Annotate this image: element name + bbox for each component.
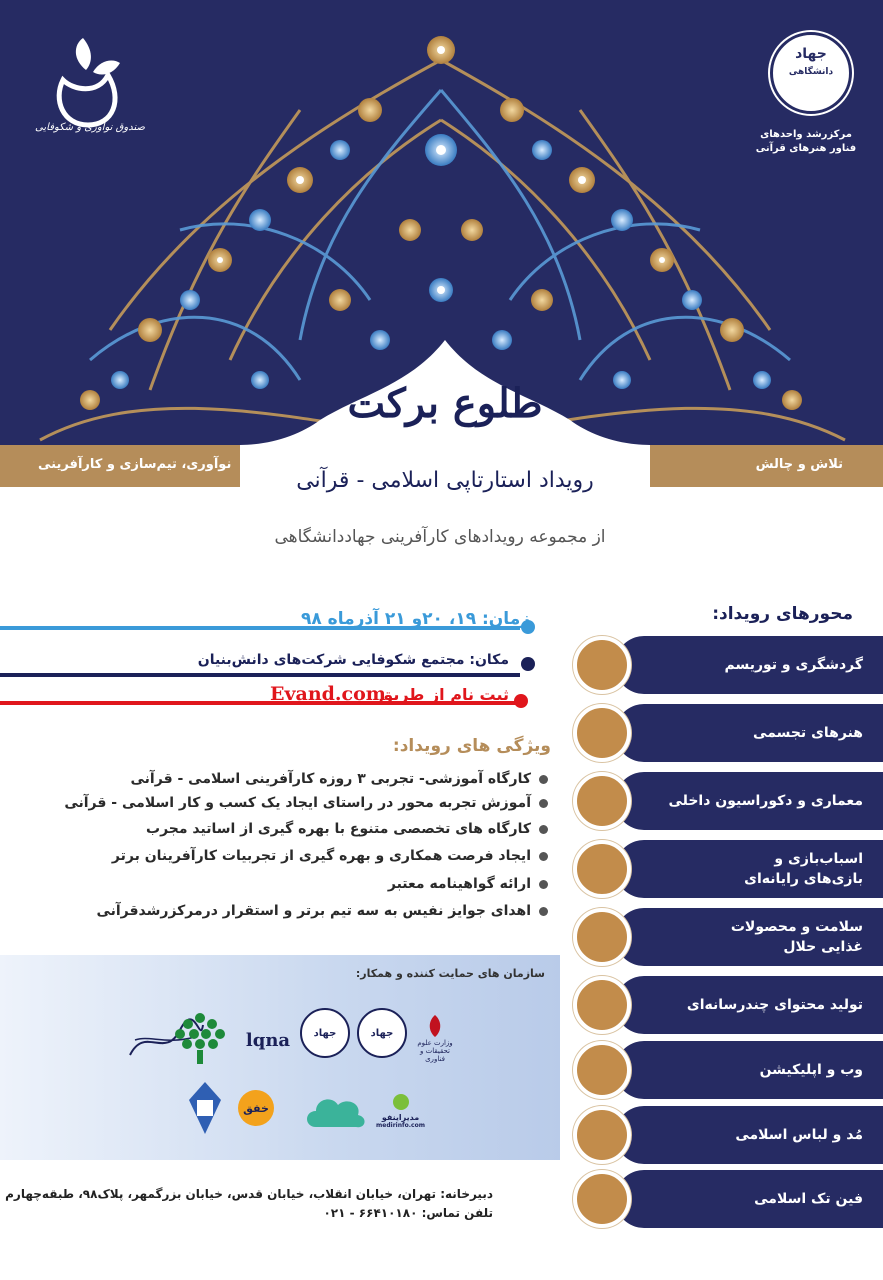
axis-item	[615, 1170, 883, 1228]
jahad-logo-main: جهاد	[795, 46, 827, 62]
footer-phone: تلفن تماس: ۶۶۴۱۰۱۸۰ - ۰۲۱	[323, 1206, 493, 1220]
sponsor-logo-tree	[165, 1010, 235, 1070]
axis-item	[615, 840, 883, 898]
band-left-text: نوآوری، تیم‌سازی و کارآفرینی	[38, 457, 232, 472]
axis-circle-icon	[573, 840, 631, 898]
jahad-logo	[770, 32, 852, 114]
axis-circle-icon	[573, 976, 631, 1034]
sponsor-lqna-text: lqna	[245, 1029, 291, 1051]
series-note: از مجموعه رویدادهای کارآفرینی جهاددانشگاهی	[274, 527, 606, 547]
title-arch	[240, 340, 650, 520]
axis-label: معماری و دکوراسیون داخلی	[668, 793, 863, 809]
axis-label: فین تک اسلامی	[754, 1191, 863, 1207]
axis-label: اسباب‌بازی و بازی‌های رایانه‌ای	[744, 851, 863, 887]
place-dot-icon	[521, 657, 535, 671]
sponsor-modirinfo-url: medirinfo.com	[376, 1121, 425, 1129]
axis-label: گردشگری و توریسم	[724, 657, 863, 673]
sponsor-ministry-text: وزارت علوم تحقیقات و فناوری	[417, 1039, 453, 1063]
jahad-logo-sub: دانشگاهی	[788, 67, 834, 77]
axis-item	[615, 636, 883, 694]
footer-address: دبیرخانه: تهران، خیابان انقلاب، خیابان قدس، خیابان بزرگمهر، پلاک۹۸، طبقه‌چهارم	[5, 1187, 493, 1201]
feature-item	[8, 899, 548, 923]
feature-text: کارگاه آموزشی- تجربی ۳ روزه کارآفرینی اسلامی - قرآنی	[130, 771, 531, 787]
feature-text: آموزش تجربه محور در راستای ایجاد یک کسب و کار اسلامی - قرآنی	[64, 795, 531, 811]
feature-item	[8, 767, 548, 791]
feature-item	[8, 844, 548, 868]
axis-circle-icon	[573, 704, 631, 762]
place-line	[0, 673, 520, 677]
features-title: ویژگی های رویداد:	[392, 736, 551, 756]
page-subtitle: رویداد استارتاپی اسلامی - قرآنی	[296, 468, 594, 493]
event-place: مکان: مجتمع شکوفایی شرکت‌های دانش‌بنیان	[197, 652, 509, 668]
sponsor-logo-lqna	[238, 1015, 298, 1065]
axis-item	[615, 1106, 883, 1164]
axis-circle-icon	[573, 1041, 631, 1099]
axis-label: مُد و لباس اسلامی	[735, 1127, 863, 1143]
feature-text: ایجاد فرصت همکاری و بهره گیری از تجربیات کارآفرینان برتر	[111, 848, 531, 864]
axis-item	[615, 772, 883, 830]
innovation-fund-caption: صندوق نوآوری و شکوفایی	[35, 122, 145, 133]
axis-circle-icon	[573, 908, 631, 966]
feature-text: اهدای جوایز نفیس به سه تیم برتر و استقرار درمرکزرشدقرآنی	[96, 903, 531, 919]
axis-circle-icon	[573, 1106, 631, 1164]
feature-text: ارائه گواهینامه معتبر	[387, 876, 531, 892]
axis-item	[615, 908, 883, 966]
axis-item	[615, 976, 883, 1034]
sponsor-logo-cloud	[300, 1085, 370, 1135]
axis-label: هنرهای تجسمی	[753, 725, 863, 741]
bullet-icon	[539, 880, 548, 889]
axis-label: تولید محتوای چندرسانه‌ای	[686, 997, 863, 1013]
sponsor-logo-khafagh	[238, 1090, 274, 1126]
axis-label: وب و اپلیکیشن	[759, 1062, 863, 1078]
feature-text: کارگاه های تخصصی متنوع با بهره گیری از اساتید مجرب	[146, 821, 531, 837]
event-time: زمان: ۱۹، ۲۰و ۲۱ آذرماه ۹۸	[301, 609, 530, 629]
bullet-icon	[539, 825, 548, 834]
sponsor-modirinfo-text: مدیراینفو	[381, 1112, 420, 1122]
sponsor-jahad-1-text: جهاد	[313, 1027, 337, 1039]
sponsor-logo-modirinfo	[378, 1088, 423, 1133]
bullet-icon	[539, 799, 548, 808]
sponsor-khafagh-text: خفق	[243, 1101, 269, 1115]
feature-item	[8, 872, 548, 896]
register-dot-icon	[514, 694, 528, 708]
register-link[interactable]: Evand.com	[270, 683, 386, 705]
jahad-caption-line-2: فناور هنرهای قرآنی	[755, 143, 857, 154]
axes-title: محورهای رویداد:	[712, 604, 853, 624]
bullet-icon	[539, 852, 548, 861]
axis-item	[615, 1041, 883, 1099]
axis-item	[615, 704, 883, 762]
sponsor-jahad-2-text: جهاد	[370, 1027, 394, 1039]
page-title: طلوع برکت	[347, 380, 543, 427]
feature-item	[8, 817, 548, 841]
feature-item	[8, 791, 548, 815]
bullet-icon	[539, 775, 548, 784]
register-label: ثبت نام از طریق	[378, 685, 509, 704]
sponsor-logo-azad-university	[185, 1078, 225, 1138]
jahad-caption	[746, 128, 866, 156]
sponsor-logo-jahad-1	[300, 1008, 350, 1058]
band-right-text: تلاش و چالش	[755, 457, 843, 472]
axis-circle-icon	[573, 772, 631, 830]
axis-circle-icon	[573, 636, 631, 694]
axis-label: سلامت و محصولات غذایی حلال	[730, 919, 863, 955]
axis-circle-icon	[573, 1170, 631, 1228]
sponsors-title: سازمان های حمایت کننده و همکار:	[355, 967, 545, 980]
sponsor-logo-ministry	[410, 1008, 460, 1068]
sponsor-logo-jahad-2	[357, 1008, 407, 1058]
bullet-icon	[539, 907, 548, 916]
jahad-caption-line-1: مرکزرشد واحدهای	[760, 129, 852, 140]
